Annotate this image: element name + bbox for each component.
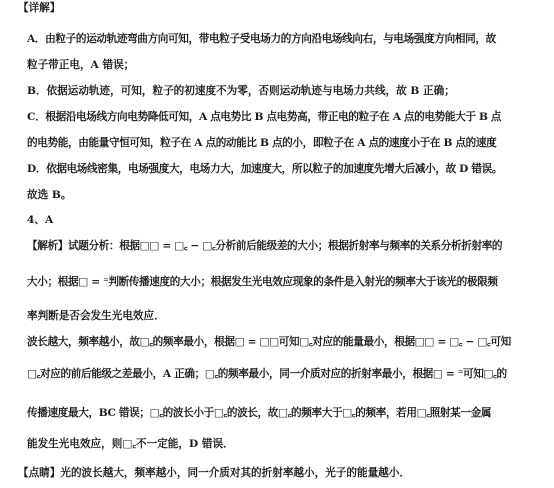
text-line: □꜀对应的前后能级之差最小，A 正确；□꜀的频率最小，同一介质对应的折射率最小，根据□ = ⁼可知□꜀的 [27, 368, 507, 380]
section-heading-detail: 【详解】 [18, 2, 61, 14]
text-line: 传播速度最大，BC 错误；□꜀的波长小于□꜀的波长，故□꜀的频率大于□꜀的频率，若用□꜀照射某一金属 [27, 407, 492, 419]
text-line: D．依据电场线密集，电场强度大，电场力大，加速度大，所以粒子的加速度先增大后减小，故 D 错误。 [27, 163, 503, 175]
analysis-heading-line: 【解析】试题分析：根据□□ = □꜀ − □꜀分析前后能级差的大小；根据折射率与频率的关系分析折射率的 [27, 240, 503, 252]
text-line: 能发生光电效应，则□꜀不一定能，D 错误． [27, 438, 234, 450]
text-line: 故选 B。 [27, 189, 72, 201]
key-point-line: 【点睛】光的波长越大，频率越小，同一介质对其的折射率越小，光子的能量越小． [18, 467, 410, 479]
text-line: A．由粒子的运动轨迹弯曲方向可知，带电粒子受电场力的方向沿电场线向右，与电场强度方向相同，故 [27, 33, 496, 45]
text-line: 粒子带正电，A 错误； [27, 59, 135, 71]
text-line: 波长越大，频率越小，故□꜀的频率最小，根据□ = □□可知□꜀对应的能量最小，根据□□ = □꜀ − □꜀可知 [27, 336, 511, 348]
text-line: 大小；根据□ = ⁼判断传播速度的大小；根据发生光电效应现象的条件是入射光的频率大于该光的极限频 [27, 276, 498, 288]
text-line: 率判断是否会发生光电效应． [27, 310, 165, 322]
text-line: 的电势能，由能量守恒可知，粒子在 A 点的动能比 B 点的小，即粒子在 A 点的速度小于在 B 点的速度 [27, 137, 497, 149]
text-line: B．依据运动轨迹，可知，粒子的初速度不为零，否则运动轨迹与电场力共线，故 B 正确； [27, 85, 455, 97]
text-line: C．根据沿电场线方向电势降低可知，A 点电势比 B 点电势高，带正电的粒子在 A 点的电势能大于 B 点 [27, 111, 502, 123]
question-number: 4、A [27, 214, 54, 226]
